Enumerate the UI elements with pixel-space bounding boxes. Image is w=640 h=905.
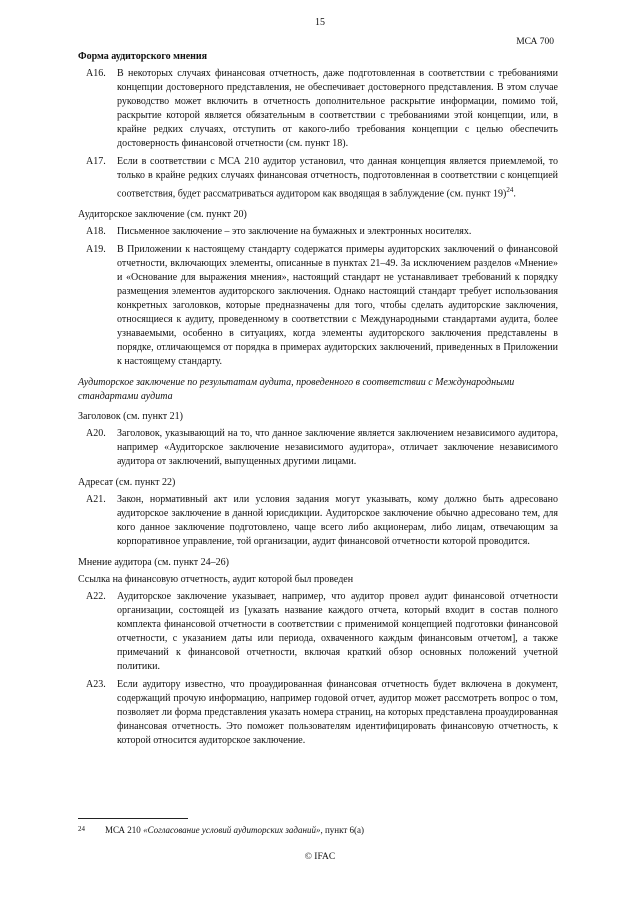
footnote-prefix: МСА 210 — [105, 825, 144, 835]
paragraph-a21 — [78, 493, 558, 549]
paragraph-a20 — [78, 427, 558, 469]
section-heading-audited-statements: Ссылка на финансовую отчетность, аудит которой был проведен — [78, 574, 354, 586]
paragraph-a19 — [78, 243, 558, 369]
section-heading-auditor-report: Аудиторское заключение (см. пункт 20) — [78, 209, 247, 221]
paragraph-text: Аудиторское заключение указывает, например, что аудитор провел аудит финансовой отчетности организации, состоящей из [указать название каждого отчета, который входит в состав полного комплекта финансовой отчетности в соответствии с применимой концепцией подготовки финансовой отчетности, с указанием даты или периода, охваченного каждым финансовым отчетом], а также примечаний к финансовой отчетности, включая краткий обзор основных положений учетной политики. — [117, 591, 558, 673]
paragraph-number: A18. — [86, 226, 106, 238]
paragraph-number: A19. — [86, 244, 106, 256]
paragraph-end: . — [513, 188, 516, 200]
paragraph-text: Если аудитору известно, что проаудированная финансовая отчетность будет включена в документ, содержащий прочую информацию, например годовой отчет, аудитор может рассмотреть вопрос о том, позволяет ли форма представления указать номера страниц, на которых представлена проаудированная финансовая отчетность. Это поможет пользователям идентифицировать финансовую отчетность, к которой относится аудиторское заключение. — [117, 679, 558, 747]
section-heading-title: Заголовок (см. пункт 21) — [78, 411, 183, 423]
paragraph-a16 — [78, 67, 558, 151]
paragraph-a22 — [78, 590, 558, 674]
section-heading-opinion-form: Форма аудиторского мнения — [78, 51, 208, 62]
page-number: 15 — [315, 17, 325, 28]
paragraph-body: Если в соответствии с МСА 210 аудитор установил, что данная концепция является приемлемой, то только в крайне редких случаях финансовая отчетность, подготовленная в соответствии с концепцией соответствия, будет рассматриваться аудитором как вводящая в заблуждение (см. пункт 19) — [117, 156, 558, 200]
paragraph-number: A16. — [86, 68, 106, 79]
footnote-mark: 24 — [78, 825, 85, 833]
section-heading-auditor-opinion: Мнение аудитора (см. пункт 24–26) — [78, 557, 229, 569]
paragraph-text: Заголовок, указывающий на то, что данное заключение является заключением независимого аудитора, например «Аудиторское заключение независимого аудитора», отличает заключение независимого аудитора от заключений, выпущенных другими лицами. — [117, 428, 558, 468]
paragraph-number: A20. — [86, 428, 106, 440]
page-content — [78, 50, 558, 752]
paragraph-number: A21. — [86, 494, 106, 506]
section-heading-addressee: Адресат (см. пункт 22) — [78, 477, 176, 489]
paragraph-text: Письменное заключение – это заключение на бумажных и электронных носителях. — [117, 226, 472, 238]
footnote-divider — [78, 818, 188, 819]
paragraph-number: A22. — [86, 591, 106, 603]
paragraph-a23 — [78, 678, 558, 748]
paragraph-text: В Приложении к настоящему стандарту содержатся примеры аудиторских заключений о финансовой отчетности, включающих элементы, описанные в пунктах 21–49. За исключением разделов «Мнение» и «Основание для выражения мнения», настоящий стандарт не устанавливает требований к порядку размещения элементов аудиторского заключения. Однако настоящий стандарт требует использования конкретных заголовков, которые предназначены для того, чтобы сделать аудиторские заключения, относящиеся к аудиту, проведенному в соответствии с Международными стандартами аудита, более узнаваемыми, особенно в ситуациях, когда элементы аудиторского заключения представлены в порядке, отличающемся от порядка в примерах аудиторских заключений, приведенных в Приложении к настоящему стандарту. — [117, 244, 558, 368]
section-heading-isa-report: Аудиторское заключение по результатам аудита, проведенного в соответствии с Международными стандартами аудита — [78, 377, 515, 403]
paragraph-text: В некоторых случаях финансовая отчетность, даже подготовленная в соответствии с требованиями концепции достоверного представления, не обеспечивает достоверного представления. В этом случае руководство может включить в отчетность дополнительное раскрытие информации, помимо той, раскрытие которой является обязательным в соответствии с требованиями этой концепции, или, в крайне редких случаях, отступить от какого-либо требования концепции с целью обеспечить достоверность финансовой отчетности (см. пункт 18). — [117, 68, 558, 149]
paragraph-text: Закон, нормативный акт или условия задания могут указывать, кому должно быть адресовано аудиторское заключение в данной юрисдикции. Аудиторское заключение обычно адресовано тем, для кого данное заключение подготовлено, чаще всего либо акционерам, либо лицам, отвечающим за корпоративное управление, той организации, аудит финансовой отчетности которой проводится. — [117, 494, 558, 548]
paragraph-text — [117, 155, 558, 201]
footnote-reference: 24 — [506, 186, 514, 194]
footnote — [78, 825, 364, 835]
document-code: МСА 700 — [516, 37, 554, 47]
paragraph-a18 — [78, 225, 558, 239]
copyright: © IFAC — [304, 852, 336, 862]
footnote-suffix: , пункт 6(а) — [320, 825, 365, 835]
paragraph-number: A17. — [86, 156, 106, 167]
footnote-title: «Согласование условий аудиторских заданий» — [143, 825, 321, 835]
paragraph-a17 — [78, 155, 558, 201]
paragraph-number: A23. — [86, 679, 106, 691]
